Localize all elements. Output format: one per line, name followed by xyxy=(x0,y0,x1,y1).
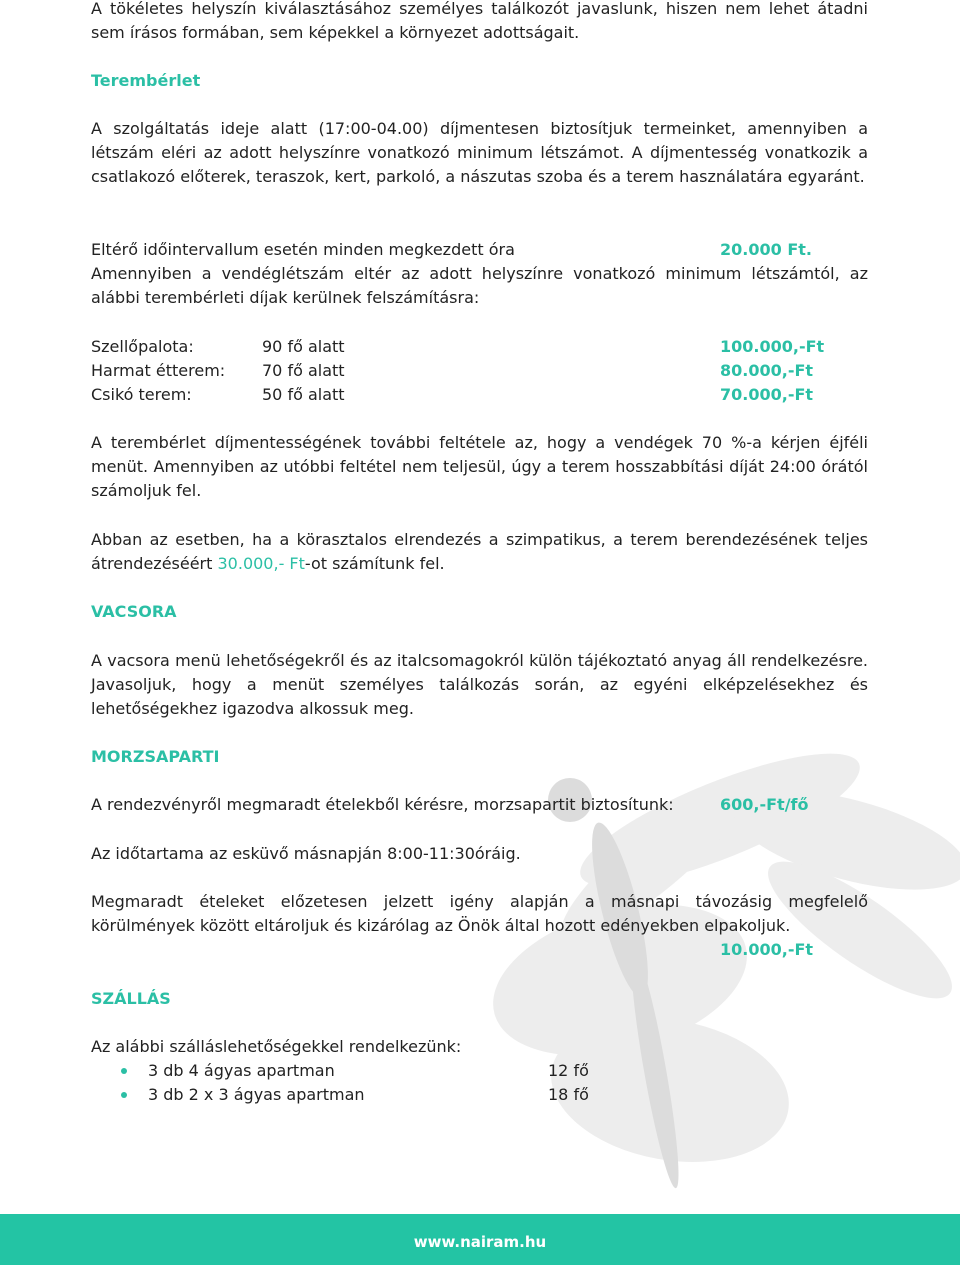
morzsaparti-storage-paragraph: Megmaradt ételeket előzetesen jelzett igény alapján a másnapi távozásig megfelelő körülmények között eltároljuk és kizárólag az Önök által hozott edényekben elpakoljuk. xyxy=(91,892,868,935)
list-item xyxy=(91,1083,868,1107)
interval-fee-row xyxy=(91,238,868,262)
footer-bar xyxy=(0,1214,960,1265)
footer-url[interactable]: www.nairam.hu xyxy=(413,1233,547,1251)
room-fee-table xyxy=(91,335,868,407)
apartment-capacity: 18 fő xyxy=(548,1085,589,1104)
szallas-intro: Az alábbi szálláslehetőségekkel rendelkezünk: xyxy=(91,1037,462,1056)
terembérlet-paragraph-3: A terembérlet díjmentességének további feltétele az, hogy a vendégek 70 %-a kérjen éjféli menüt. Amennyiben az utóbbi feltétel nem teljesül, úgy a terem hosszabbítási díját 24:00 órától számoljuk fel. xyxy=(91,433,868,500)
room-price: 80.000,-Ft xyxy=(720,361,814,380)
room-name: Csikó terem: xyxy=(91,385,192,404)
morzsaparti-text: A rendezvényről megmaradt ételekből kérésre, morzsapartit biztosítunk: xyxy=(91,795,674,814)
terembérlet-paragraph-1: A szolgáltatás ideje alatt (17:00-04.00) díjmentesen biztosítjuk termeinket, amennyiben a létszám eléri az adott helyszínre vonatkozó minimum létszámot. A díjmentesség vonatkozik a csatlakozó előterek, teraszok, kert, parkoló, a nászutas szoba és a terem használatára egyaránt. xyxy=(91,119,868,186)
apartment-name: 3 db 2 x 3 ágyas apartman xyxy=(148,1085,365,1104)
section-heading-vacsora: VACSORA xyxy=(91,602,177,621)
rearrangement-text: Abban az esetben, ha a körasztalos elrendezés a szimpatikus, a terem berendezésének teljes átrendezéséért xyxy=(91,530,868,573)
rearrangement-price: 30.000,- Ft xyxy=(217,554,305,573)
accommodation-list xyxy=(91,1059,868,1107)
intro-paragraph: A tökéletes helyszín kiválasztásához személyes találkozót javaslunk, hiszen nem lehet átadni sem írásos formában, sem képekkel a környezet adottságait. xyxy=(91,0,868,42)
apartment-capacity: 12 fő xyxy=(548,1061,589,1080)
section-heading-szallas: SZÁLLÁS xyxy=(91,989,171,1008)
room-fee-row xyxy=(91,335,868,359)
room-minimum: 70 fő alatt xyxy=(262,361,345,380)
room-name: Szellőpalota: xyxy=(91,337,194,356)
room-price: 70.000,-Ft xyxy=(720,385,814,404)
morzsaparti-duration: Az időtartama az esküvő másnapján 8:00-11:30óráig. xyxy=(91,844,521,863)
room-name: Harmat étterem: xyxy=(91,361,226,380)
interval-fee-label: Eltérő időintervallum esetén minden megkezdett óra xyxy=(91,240,515,259)
room-fee-row xyxy=(91,359,868,383)
room-price: 100.000,-Ft xyxy=(720,337,825,356)
room-minimum: 50 fő alatt xyxy=(262,385,345,404)
terembérlet-paragraph-2: Amennyiben a vendéglétszám eltér az adott helyszínre vonatkozó minimum létszámtól, az alábbi terembérleti díjak kerülnek felszámításra: xyxy=(91,264,868,307)
section-heading-morzsaparti: MORZSAPARTI xyxy=(91,747,220,766)
apartment-name: 3 db 4 ágyas apartman xyxy=(148,1061,335,1080)
morzsaparti-price: 600,-Ft/fő xyxy=(720,795,809,814)
terembérlet-paragraph-4 xyxy=(91,528,868,576)
room-minimum: 90 fő alatt xyxy=(262,337,345,356)
interval-fee-price: 20.000 Ft. xyxy=(720,240,812,259)
bullet-icon xyxy=(121,1092,127,1098)
storage-price: 10.000,-Ft xyxy=(720,940,814,959)
section-heading-terembérlet: Terembérlet xyxy=(91,71,201,90)
vacsora-paragraph: A vacsora menü lehetőségekről és az italcsomagokról külön tájékoztató anyag áll rendelkezésre. Javasoljuk, hogy a menüt személyes találkozás során, az egyéni elképzelésekhez és lehetőségekhez igazodva alkossuk meg. xyxy=(91,651,868,718)
list-item xyxy=(91,1059,868,1083)
morzsaparti-price-row xyxy=(91,793,868,817)
storage-price-row xyxy=(91,938,868,962)
bullet-icon xyxy=(121,1068,127,1074)
room-fee-row xyxy=(91,383,868,407)
rearrangement-suffix: -ot számítunk fel. xyxy=(304,554,445,573)
